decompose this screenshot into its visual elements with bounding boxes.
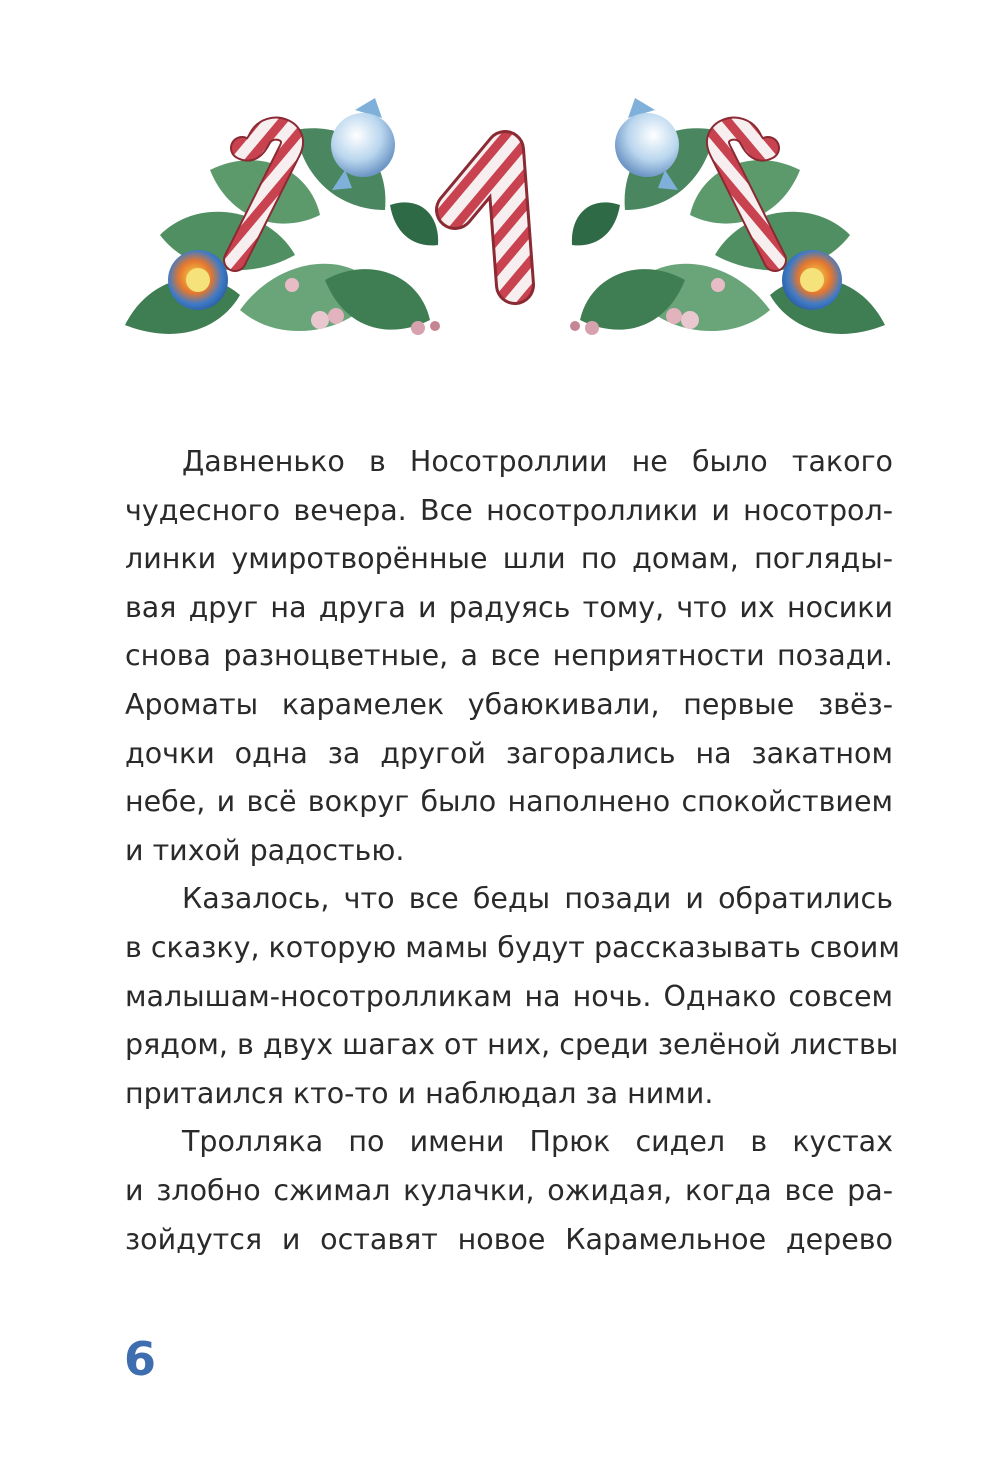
lollipop-icon bbox=[782, 250, 842, 310]
text-line: снова разноцветные, а все неприятности позади. bbox=[125, 639, 893, 673]
text-line: чудесного вечера. Все носотроллики и носотрол- bbox=[125, 493, 893, 527]
text-line: и злобно сжимал кулачки, ожидая, когда все ра- bbox=[125, 1173, 893, 1207]
text-line: линки умиротворённые шли по домам, погляды- bbox=[125, 542, 893, 576]
right-ornament bbox=[570, 98, 885, 335]
text-line: небе, и всё вокруг было наполнено спокойствием bbox=[125, 785, 893, 819]
text-line: Ароматы карамелек убаюкивали, первые звёз- bbox=[125, 687, 893, 721]
chapter-body-text bbox=[125, 438, 900, 1264]
chapter-number-candy-cane bbox=[455, 150, 515, 285]
text-line: Казалось, что все беды позади и обратились bbox=[182, 882, 893, 916]
text-line: Давненько в Носотроллии не было такого bbox=[182, 445, 893, 478]
page-number: 6 bbox=[124, 1332, 157, 1386]
text-line: притаился кто-то и наблюдал за ними. bbox=[125, 1076, 714, 1110]
chapter-header-illustration bbox=[120, 90, 890, 360]
text-line: и тихой радостью. bbox=[125, 833, 405, 867]
text-line: зойдутся и оставят новое Карамельное дерево bbox=[125, 1222, 893, 1256]
text-line: дочки одна за другой загорались на закатном bbox=[125, 736, 893, 770]
text-line: рядом, в двух шагах от них, среди зелёной листвы bbox=[125, 1028, 899, 1062]
text-line: вая друг на друга и радуясь тому, что их носики bbox=[125, 590, 893, 624]
text-line: в сказку, которую мамы будут рассказывать своим bbox=[125, 930, 900, 964]
text-line: Тролляка по имени Прюк сидел в кустах bbox=[182, 1125, 893, 1159]
text-line: малышам-носотролликам на ночь. Однако совсем bbox=[125, 979, 893, 1013]
lollipop-icon bbox=[168, 250, 228, 310]
left-ornament bbox=[125, 98, 440, 335]
